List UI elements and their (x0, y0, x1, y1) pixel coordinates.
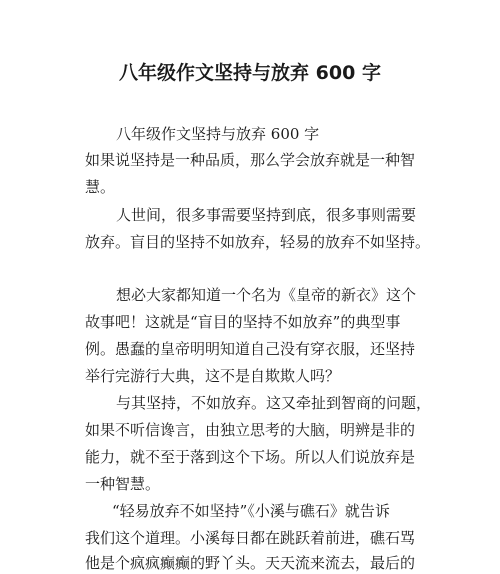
paragraph-line: 慧。 (85, 178, 116, 196)
paragraph-line: 一种智慧。 (85, 475, 161, 493)
paragraph-line: 如果不听信谗言，由独立思考的大脑，明辨是非的 (85, 421, 416, 439)
paragraph-line: 举行完游行大典，这不是自欺欺人吗？ (85, 367, 341, 385)
paragraph-line: 例。愚蠢的皇帝明明知道自己没有穿衣服，还坚持 (85, 340, 416, 358)
paragraph-line: 他是个疯疯癫癫的野丫头。天天流来流去，最后的 (85, 554, 416, 572)
paragraph-line: 人世间，很多事需要坚持到底，很多事则需要 (116, 206, 417, 224)
paragraph-line: 与其坚持，不如放弃。这又牵扯到智商的问题， (116, 394, 432, 412)
paragraph-line: 放弃。盲目的坚持不如放弃，轻易的放弃不如坚持。 (85, 233, 431, 251)
document-title: 八年级作文坚持与放弃 600 字 (119, 62, 381, 84)
paragraph-line: 想必大家都知道一个名为《皇帝的新衣》这个 (116, 286, 417, 304)
paragraph-line: 能力，就不至于落到这个下场。所以人们说放弃是 (85, 448, 416, 466)
paragraph-line: “轻易放弃不如坚持”《小溪与礁石》就告诉 (112, 502, 390, 520)
paragraph-line: 如果说坚持是一种品质，那么学会放弃就是一种智 (85, 151, 416, 169)
paragraph-line: 八年级作文坚持与放弃 600 字 (116, 125, 320, 143)
paragraph-line: 故事吧！这就是“盲目的坚持不如放弃”的典型事 (85, 313, 401, 331)
paragraph-line: 我们这个道理。小溪每日都在跳跃着前进，礁石骂 (85, 529, 416, 547)
